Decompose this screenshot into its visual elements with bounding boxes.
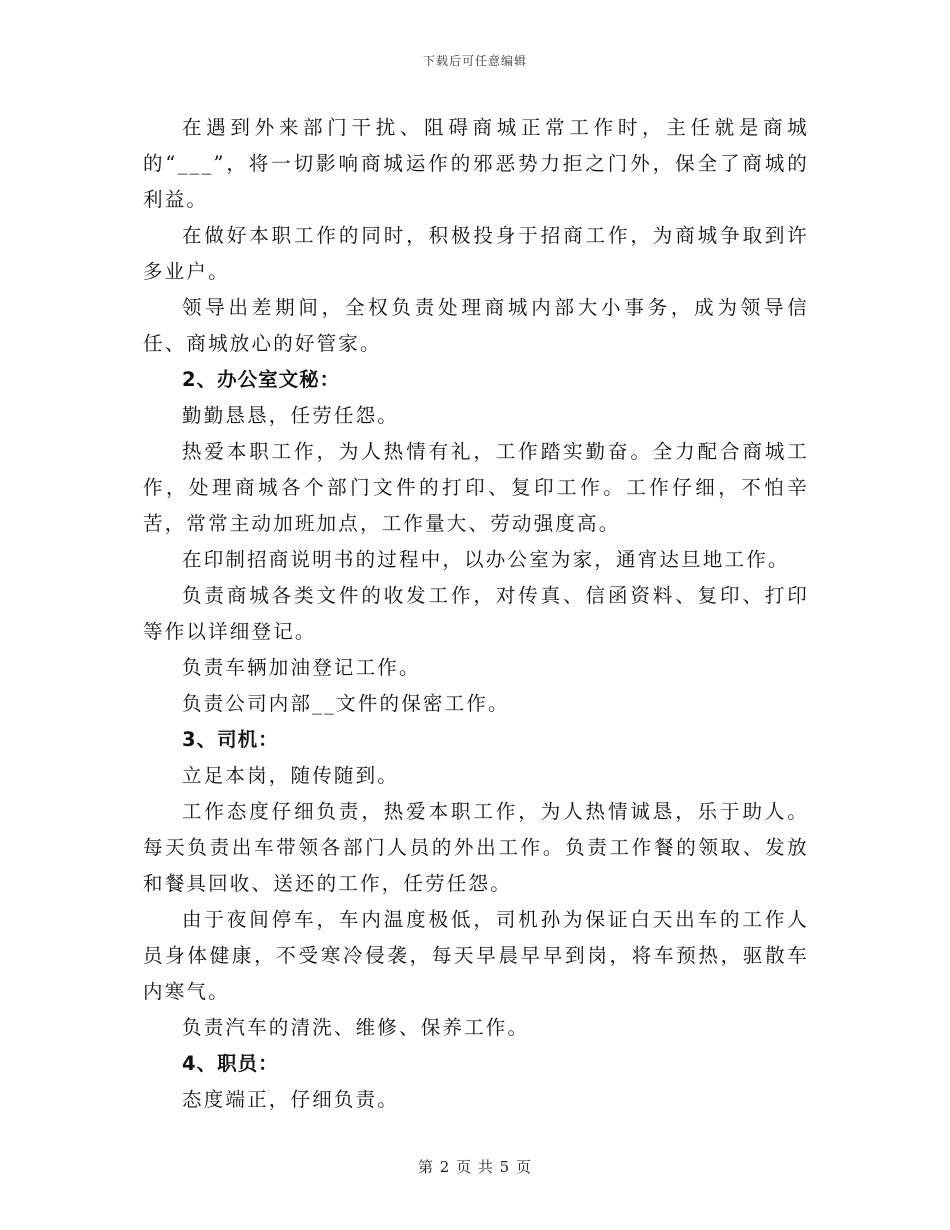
paragraph: 勤勤恳恳，任劳任怨。: [182, 404, 400, 427]
paragraph: 负责汽车的清洗、维修、保养工作。: [182, 1016, 530, 1039]
paragraph: 由于夜间停车，车内温度极低，司机孙为保证白天出车的工作人员身体健康，不受寒冷侵袭，每天早晨早早到岗，将车预热，驱散车内寒气。: [143, 908, 809, 1003]
paragraph: 热爱本职工作，为人热情有礼，工作踏实勤奋。全力配合商城工作，处理商城各个部门文件的打印、复印工作。工作仔细，不怕辛苦，常常主动加班加点，工作量大、劳动强度高。: [143, 440, 809, 535]
paragraph: 工作态度仔细负责，热爱本职工作，为人热情诚恳，乐于助人。每天负责出车带领各部门人员的外出工作。负责工作餐的领取、发放和餐具回收、送还的工作，任劳任怨。: [143, 800, 809, 895]
paragraph: 立足本岗，随传随到。: [182, 764, 400, 787]
paragraph: 态度端正，仔细负责。: [182, 1088, 400, 1111]
section-heading: 4、职员：: [182, 1052, 279, 1075]
page-header: 下载后可任意编辑: [422, 54, 527, 68]
paragraph: 领导出差期间，全权负责处理商城内部大小事务，成为领导信任、商城放心的好管家。: [143, 296, 809, 355]
paragraph: 负责车辆加油登记工作。: [182, 656, 421, 679]
paragraph: 负责商城各类文件的收发工作，对传真、信函资料、复印、打印等作以详细登记。: [143, 584, 809, 643]
paragraph: 在印制招商说明书的过程中，以办公室为家，通宵达旦地工作。: [182, 548, 790, 571]
section-heading: 2、办公室文秘：: [182, 368, 341, 391]
document-body: [143, 110, 809, 1118]
paragraph: 在遇到外来部门干扰、阻碍商城正常工作时，主任就是商城的“___”，将一切影响商城运作的邪恶势力拒之门外，保全了商城的利益。: [143, 116, 809, 211]
page-number: 第 2 页 共 5 页: [418, 1158, 532, 1176]
paragraph: 在做好本职工作的同时，积极投身于招商工作，为商城争取到许多业户。: [143, 224, 809, 283]
paragraph: 负责公司内部__文件的保密工作。: [182, 692, 510, 715]
section-heading: 3、司机：: [182, 728, 279, 751]
